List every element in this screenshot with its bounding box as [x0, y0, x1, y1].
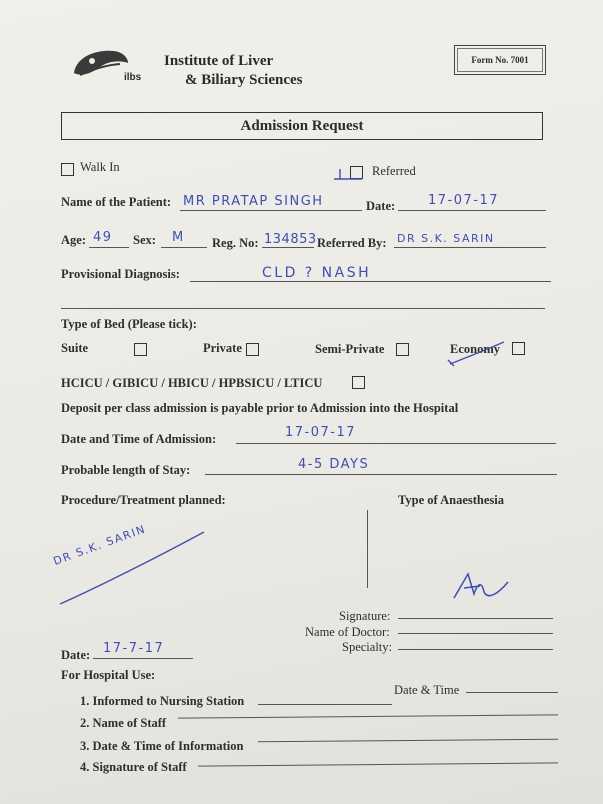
- semi-private-label: Semi-Private: [315, 342, 385, 356]
- patient-name-label: Name of the Patient:: [61, 195, 172, 209]
- hospital-item-2-line: [178, 714, 558, 718]
- bed-type-heading: Type of Bed (Please tick):: [61, 317, 197, 331]
- sex-value[interactable]: M: [172, 230, 185, 245]
- walk-in-checkbox[interactable]: [61, 163, 74, 176]
- ilbs-logo: [70, 45, 132, 85]
- hospital-date-time-line: [466, 692, 558, 693]
- form-number-box: [454, 45, 546, 75]
- economy-tick-mark: [446, 340, 510, 370]
- admission-datetime-value[interactable]: 17-07-17: [285, 425, 357, 440]
- hospital-item-4-line: [198, 762, 558, 766]
- form-number: Form No. 7001: [457, 48, 543, 72]
- procedure-underline-stroke: [56, 528, 208, 608]
- private-label: Private: [203, 341, 242, 355]
- deposit-note: Deposit per class admission is payable prior to Admission into the Hospital: [61, 401, 459, 415]
- stay-value[interactable]: 4-5 DAYS: [298, 457, 370, 472]
- age-label: Age:: [61, 233, 86, 247]
- referred-by-line: [394, 247, 546, 248]
- sex-label: Sex:: [133, 233, 156, 247]
- institute-line-1: Institute of Liver: [164, 53, 274, 69]
- icu-checkbox[interactable]: [352, 376, 365, 389]
- hospital-item-1: 1. Informed to Nursing Station: [80, 694, 245, 708]
- diagnosis-extra-line: [61, 308, 545, 309]
- anaesthesia-label: Type of Anaesthesia: [398, 493, 505, 507]
- stay-line: [205, 474, 557, 475]
- patient-name-value[interactable]: MR PRATAP SINGH: [183, 194, 324, 209]
- signoff-date-value[interactable]: 17-7-17: [103, 641, 165, 656]
- hospital-item-3: 3. Date & Time of Information: [80, 739, 244, 753]
- liver-logo-icon: [70, 45, 132, 85]
- doctor-name-label: Name of Doctor:: [305, 625, 390, 639]
- patient-name-line: [180, 210, 362, 211]
- sex-line: [161, 247, 207, 248]
- suite-label: Suite: [61, 341, 89, 355]
- hospital-use-heading: For Hospital Use:: [61, 668, 156, 682]
- referred-by-label: Referred By:: [317, 236, 387, 250]
- doctor-name-line: [398, 633, 553, 634]
- signoff-date-line: [93, 658, 193, 659]
- institute-line-2: & Biliary Sciences: [185, 72, 303, 88]
- economy-label: Economy: [450, 342, 500, 356]
- referred-tick-mark: [332, 163, 366, 183]
- procedure-label: Procedure/Treatment planned:: [61, 493, 226, 507]
- stay-label: Probable length of Stay:: [61, 463, 191, 477]
- admission-datetime-line: [236, 443, 556, 444]
- doctor-signature-icon: [446, 568, 526, 608]
- reg-no-line: [262, 247, 314, 248]
- economy-checkbox[interactable]: [512, 342, 525, 355]
- logo-text: ilbs: [124, 72, 142, 83]
- hospital-item-1-line: [258, 704, 392, 705]
- diagnosis-line: [190, 281, 551, 282]
- form-title: Admission Request: [61, 112, 543, 140]
- hospital-item-3-line: [258, 739, 558, 743]
- hospital-date-time-label: Date & Time: [394, 683, 460, 697]
- hospital-item-4: 4. Signature of Staff: [80, 760, 187, 774]
- date-line: [398, 210, 546, 211]
- specialty-label: Specialty:: [342, 640, 392, 654]
- admission-datetime-label: Date and Time of Admission:: [61, 432, 217, 446]
- referred-label: Referred: [372, 164, 416, 178]
- diagnosis-value[interactable]: CLD ? NASH: [262, 265, 372, 281]
- age-line: [89, 247, 129, 248]
- hospital-item-2: 2. Name of Staff: [80, 716, 167, 730]
- signoff-date-label: Date:: [61, 648, 91, 662]
- suite-checkbox[interactable]: [134, 343, 147, 356]
- date-label: Date:: [366, 199, 396, 213]
- referred-by-value[interactable]: DR S.K. SARIN: [397, 232, 495, 245]
- specialty-line: [398, 649, 553, 650]
- signature-label: Signature:: [339, 609, 391, 623]
- procedure-divider: [367, 510, 368, 588]
- age-value[interactable]: 49: [93, 230, 113, 245]
- icu-label: HCICU / GIBICU / HBICU / HPBSICU / LTICU: [61, 376, 323, 390]
- private-checkbox[interactable]: [246, 343, 259, 356]
- reg-no-label: Reg. No:: [212, 236, 259, 250]
- procedure-note[interactable]: DR S.K. SARIN: [51, 522, 148, 568]
- date-value[interactable]: 17-07-17: [428, 193, 500, 208]
- walk-in-label: Walk In: [80, 160, 120, 174]
- semi-private-checkbox[interactable]: [396, 343, 409, 356]
- signature-line: [398, 618, 553, 619]
- diagnosis-label: Provisional Diagnosis:: [61, 267, 180, 281]
- reg-no-value[interactable]: 134853: [264, 232, 317, 247]
